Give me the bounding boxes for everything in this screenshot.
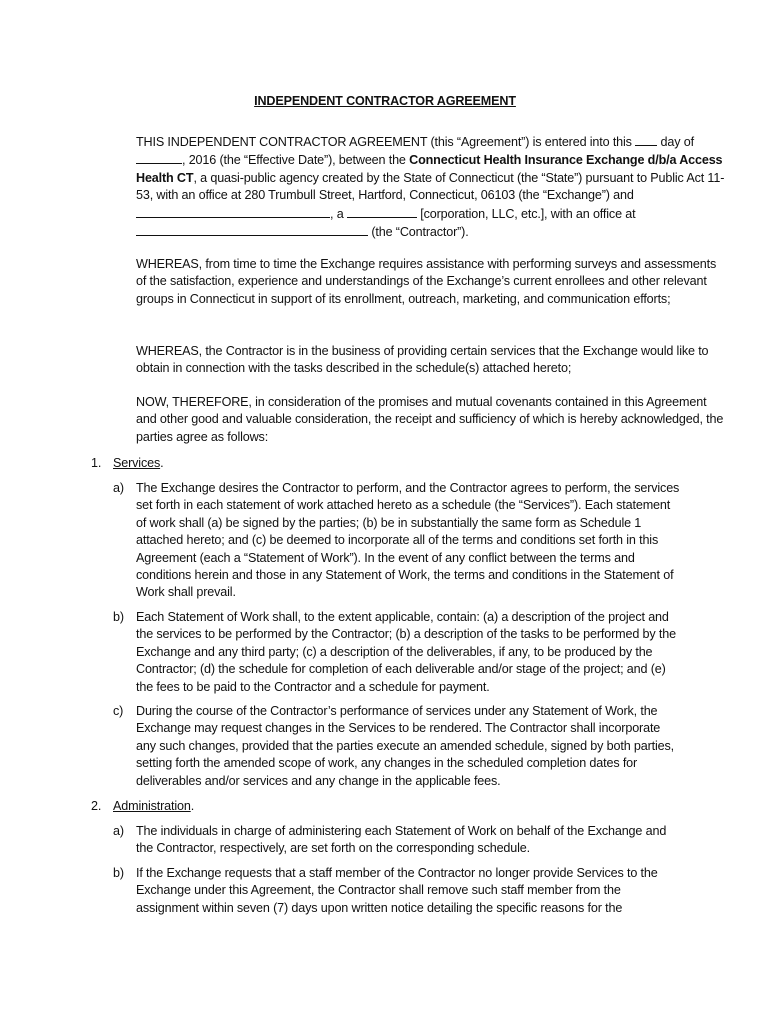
intro-text-1: THIS INDEPENDENT CONTRACTOR AGREEMENT (this “Agreement”) is entered into this: [136, 135, 636, 149]
intro-text-3: , 2016 (the “Effective Date”), between the: [182, 153, 410, 168]
item-text: If the Exchange requests that a staff member of the Contractor no longer provide Services to the Exchange under this Agreement, the Contractor shall remove such staff member from the assignment within seven (7) days upon written notice detailing the specific reasons for the: [136, 866, 658, 915]
section-title: Administration: [113, 799, 191, 813]
intro-text-5: , a: [330, 206, 347, 221]
item-text: The individuals in charge of administering each Statement of Work on behalf of the Exchange and the Contractor, respectively, are set forth on the corresponding schedule.: [136, 824, 667, 856]
item-text: During the course of the Contractor’s performance of services under any Statement of Work, the Exchange may request changes in the Services to be rendered. The Contractor shall incorporate any such changes, provided that the parties execute an amended schedule, signed by both parties, setting forth the amended scope of work, any changes in the scheduled completion dates for deliverables and/or services and any change in the applicable fees.: [136, 704, 674, 788]
whereas-paragraph-2: WHEREAS, the Contractor is in the business of providing certain services that the Exchange would like to obtain in connection with the tasks described in the schedule(s) attached hereto;: [136, 344, 709, 376]
now-therefore-paragraph: NOW, THEREFORE, in consideration of the promises and mutual covenants contained in this Agreement and other good and valuable consideration, the receipt and sufficiency of which is hereby acknowledged, the parties agree as follows:: [136, 395, 724, 444]
intro-text-6: [corporation, LLC, etc.], with an office at: [416, 206, 636, 221]
administration-item-b: [113, 865, 683, 917]
item-text: Each Statement of Work shall, to the extent applicable, contain: (a) a description of the project and the services to be performed by the Contractor; (b) a description of the tasks to be performed by the Exchange and any third party; (c) a description of the deliverables, if any, to be produced by the Contractor; (d) the schedule for completion of each deliverable and/or stage of the project; and (e) the fees to be paid to the Contractor and a schedule for payment.: [136, 610, 676, 694]
item-letter: c): [113, 704, 124, 718]
contractor-name-blank: [136, 205, 330, 218]
day-blank: [635, 133, 657, 146]
section-services-heading: 1. Services.: [91, 455, 681, 472]
services-item-a: [113, 480, 683, 602]
section-number: 2.: [91, 799, 102, 813]
intro-text-7: (the “Contractor”).: [368, 225, 469, 240]
whereas-paragraph-1: WHEREAS, from time to time the Exchange requires assistance with performing surveys and assessments of the satisfaction, experience and understandings of the Exchange’s current enrollees and other relevant groups in Connecticut in support of its enrollment, outreach, marketing, and communication efforts;: [136, 257, 717, 306]
contractor-address-blank: [136, 223, 368, 236]
item-letter: a): [113, 824, 124, 838]
section-number: 1.: [91, 456, 102, 470]
services-item-c: [113, 703, 683, 790]
month-blank: [136, 151, 182, 164]
exchange-party-name: Connecticut Health Insurance Exchange d/b/a Access Health CT: [136, 153, 723, 185]
section-title: Services: [113, 456, 161, 470]
item-letter: a): [113, 481, 124, 495]
item-text: The Exchange desires the Contractor to perform, and the Contractor agrees to perform, the services set forth in each statement of work attached hereto as a schedule (the “Services”). Each statement of work shall (a) be signed by the parties; (b) be in substantially the same form as Schedule 1 attached hereto; and (c) be deemed to incorporate all of the terms and conditions set forth in this Agreement (each a “Statement of Work”). In the event of any conflict between the terms and conditions herein and those in any Statement of Work, the terms and conditions in the Statement of Work shall prevail.: [136, 481, 680, 600]
section-administration-heading: 2. Administration.: [91, 798, 681, 815]
item-letter: b): [113, 610, 124, 624]
intro-text-2: day of: [657, 135, 694, 149]
item-letter: b): [113, 866, 124, 880]
intro-text-4: , a quasi-public agency created by the State of Connecticut (the “State”) pursuant to Public Act 11-53, with an office at 280 Trumbull Street, Hartford, Connecticut, 06103 (the “Exchange”) and: [136, 170, 725, 203]
intro-paragraph: [91, 133, 726, 241]
administration-item-a: [113, 823, 683, 858]
document-title: INDEPENDENT CONTRACTOR AGREEMENT: [254, 94, 516, 108]
services-item-b: [113, 609, 683, 696]
entity-type-blank: [347, 205, 417, 218]
